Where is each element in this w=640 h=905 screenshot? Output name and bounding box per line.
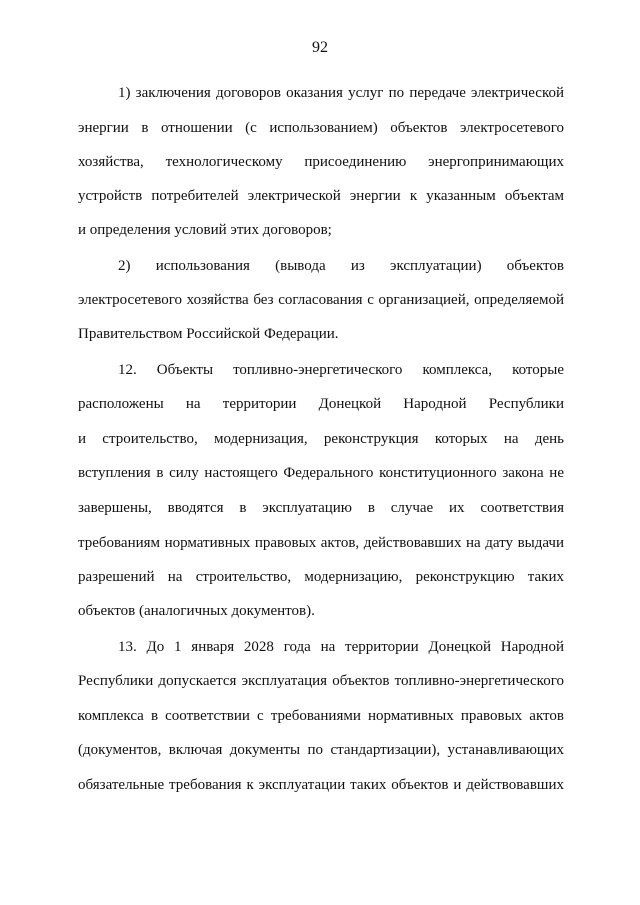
text-line: 13. До 1 января 2028 года на территории Донецкой Народной: [118, 639, 564, 655]
text-line: хозяйства, технологическому присоединению энергопринимающих: [78, 154, 564, 170]
text-line: требованиям нормативных правовых актов, действовавших на дату выдачи: [78, 535, 564, 551]
text-line: и строительство, модернизация, реконструкция которых на день: [78, 431, 564, 447]
text-line: 1) заключения договоров оказания услуг по передаче электрической: [118, 85, 564, 101]
page-number: 92: [312, 39, 328, 56]
text-line: и определения условий этих договоров;: [78, 222, 332, 238]
text-line: Правительством Российской Федерации.: [78, 326, 339, 342]
text-line: (документов, включая документы по стандартизации), устанавливающих: [78, 742, 564, 758]
text-line: 12. Объекты топливно-энергетического комплекса, которые: [118, 362, 564, 378]
text-line: объектов (аналогичных документов).: [78, 603, 315, 619]
text-line: комплекса в соответствии с требованиями нормативных правовых актов: [78, 708, 564, 724]
text-line: энергии в отношении (с использованием) объектов электросетевого: [78, 120, 564, 136]
text-line: 2) использования (вывода из эксплуатации) объектов: [118, 258, 564, 274]
text-line: вступления в силу настоящего Федерального конституционного закона не: [78, 465, 564, 481]
text-line: завершены, вводятся в эксплуатацию в случае их соответствия: [78, 500, 564, 516]
text-line: устройств потребителей электрической энергии к указанным объектам: [78, 188, 564, 204]
text-line: обязательные требования к эксплуатации таких объектов и действовавших: [78, 777, 564, 793]
text-line: Республики допускается эксплуатация объектов топливно-энергетического: [78, 673, 564, 689]
text-line: расположены на территории Донецкой Народной Республики: [78, 396, 564, 412]
text-line: электросетевого хозяйства без согласования с организацией, определяемой: [78, 292, 564, 308]
text-line: разрешений на строительство, модернизацию, реконструкцию таких: [78, 569, 564, 585]
